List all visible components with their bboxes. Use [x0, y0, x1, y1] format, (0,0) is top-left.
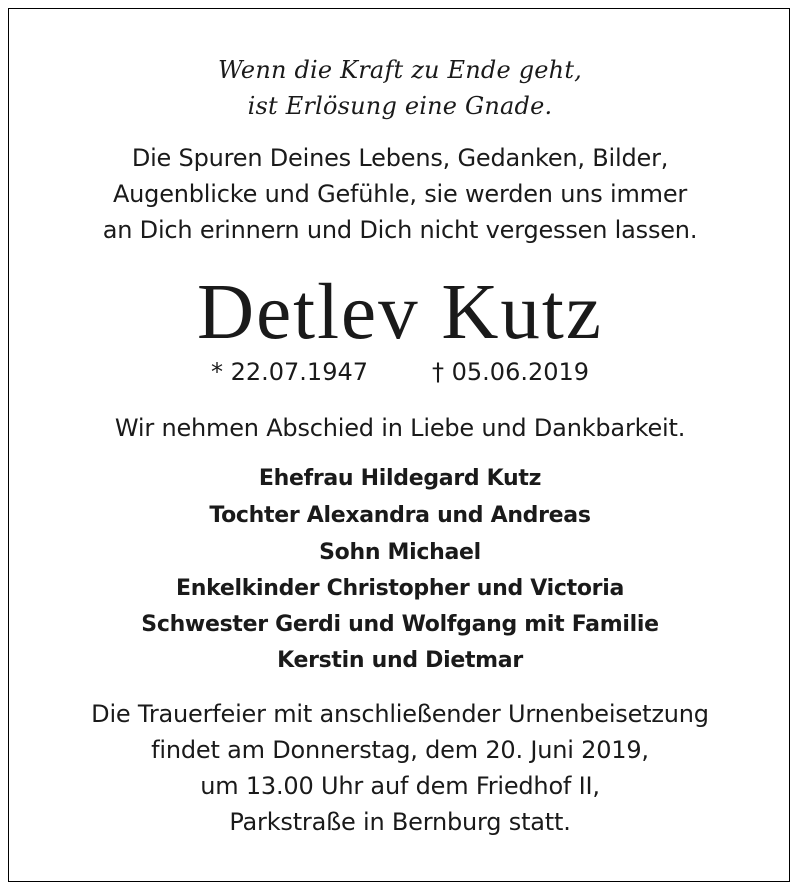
- mourner-1: Ehefrau Hildegard Kutz: [258, 466, 542, 491]
- poem-line-2: Augenblicke und Gefühle, sie werden uns immer: [112, 180, 688, 208]
- funeral-line-1: Die Trauerfeier mit anschließender Urnenbeisetzung: [91, 700, 709, 728]
- death-date: † 05.06.2019: [432, 358, 590, 386]
- mourner-5: Schwester Gerdi und Wolfgang mit Familie: [141, 612, 659, 637]
- mourner-2: Tochter Alexandra und Andreas: [209, 503, 591, 528]
- mourner-4: Enkelkinder Christopher und Victoria: [176, 576, 624, 601]
- mourner-3: Sohn Michael: [319, 540, 481, 565]
- funeral-line-3: um 13.00 Uhr auf dem Friedhof II,: [200, 772, 600, 800]
- poem-line-1: Die Spuren Deines Lebens, Gedanken, Bilder,: [131, 144, 669, 172]
- poem-line-3: an Dich erinnern und Dich nicht vergessen lassen.: [102, 216, 698, 244]
- funeral-line-2: findet am Donnerstag, dem 20. Juni 2019,: [151, 736, 649, 764]
- funeral-line-4: Parkstraße in Bernburg statt.: [229, 808, 571, 836]
- quote-line-1: Wenn die Kraft zu Ende geht,: [218, 56, 582, 84]
- life-dates: [0, 358, 800, 386]
- mourner-6: Kerstin und Dietmar: [277, 648, 523, 673]
- deceased-name: Detlev Kutz: [197, 269, 603, 356]
- farewell-text: Wir nehmen Abschied in Liebe und Dankbarkeit.: [114, 414, 686, 442]
- quote-line-2: ist Erlösung eine Gnade.: [247, 92, 553, 120]
- birth-date: * 22.07.1947: [210, 358, 368, 386]
